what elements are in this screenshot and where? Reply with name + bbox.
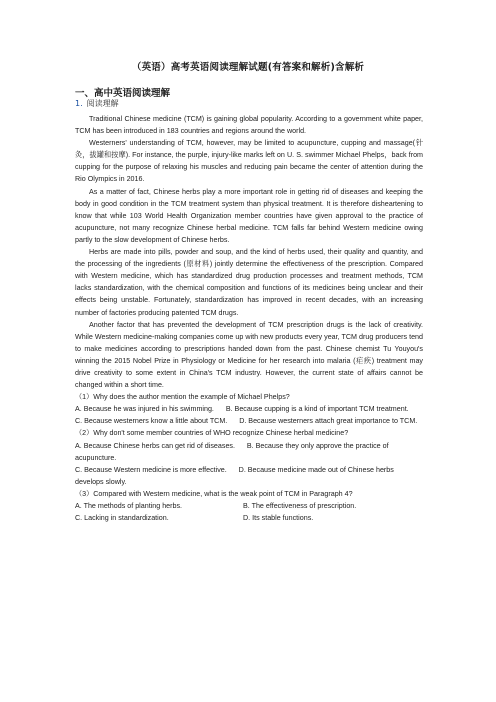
option-c: C. Because westerners know a little about TCM. [75, 417, 228, 426]
option-c: C. Because Western medicine is more effective. [75, 465, 227, 474]
answer-option [75, 415, 423, 427]
section-heading: 一、高中英语阅读理解 [75, 88, 171, 99]
option-a: A. The methods of planting herbs. [75, 502, 183, 510]
passage-paragraph: As a matter of fact, Chinese herbs play a more important role in getting rid of diseases and keeping the body in good condition in the TCM treatment system than physical treatment. It is therefore disheartening to know that while 103 World Health Organization member countries have given approval to the practice of acupuncture, not many recognize Chinese herbal medicine. TCM falls far behind Western medicine owing partly to the slow development of Chinese herbs. [75, 187, 423, 244]
question-group-label [75, 98, 119, 109]
question-stem: （1）Why does the author mention the example of Michael Phelps? [75, 393, 290, 402]
answer-option [75, 403, 423, 415]
question-2 [75, 427, 423, 487]
document-title: （英语）高考英语阅读理解试题(有答案和解析)含解析 [131, 62, 365, 73]
option-c: C. Lacking in standardization. [75, 514, 169, 523]
answer-option [75, 440, 423, 464]
option-a: A. Because he was injured in his swimming. [75, 405, 214, 414]
option-b: B. Because cupping is a kind of important TCM treatment. [225, 405, 409, 414]
answer-option [75, 464, 423, 488]
passage-paragraph: Herbs are made into pills, powder and soup, and the kind of herbs used, their quality and quantity, and the processing of the ingredients (原材料) jointly determine the effectiveness of the prescription. Compared with Western medicine, which has standardized drug production processes and treatment methods, TCM lacks standardization, with the chemical composition and functions of its medicines being unclear and their effects being unstable. Fortunately, standardization has improved in recent decades, with an increasing number of factories producing patented TCM drugs. [75, 248, 423, 317]
option-d: D. Because westerners attach great importance to TCM. [239, 417, 418, 426]
option-d: D. Because medicine made out of Chinese herbs develops slowly. [75, 465, 394, 486]
question-1 [75, 391, 423, 427]
passage-paragraph: Traditional Chinese medicine (TCM) is gaining global popularity. According to a government white paper, TCM has been introduced in 183 countries and regions around the world. [75, 115, 423, 136]
question-group-title: 阅读理解 [86, 99, 119, 108]
question-stem: （2）Why don't some member countries of WHO recognize Chinese herbal medicine? [75, 429, 349, 438]
option-a: A. Because Chinese herbs can get rid of diseases. [75, 441, 235, 450]
question-group-number: 1. [75, 99, 83, 108]
passage-paragraph: Westerners' understanding of TCM, however, may be limited to acupuncture, cupping and massage(针灸，拔罐和按摩). For instance, the purple, injury-like marks left on U. S. swimmer Michael Phelps，back from cupping for the purpose of relaxing his muscles and reducing pain became the center of attention during the Rio Olympics in 2016. [75, 139, 423, 184]
option-b: B. Because they only approve the practice of acupuncture. [75, 441, 389, 462]
answer-option-row [75, 500, 423, 512]
answer-option-row [75, 512, 423, 524]
option-b: B. The effectiveness of prescription. [243, 502, 357, 510]
reading-passage [75, 113, 423, 524]
question-stem: （3）Compared with Western medicine, what is the weak point of TCM in Paragraph 4? [75, 489, 353, 498]
question-3 [75, 488, 423, 524]
passage-paragraph: Another factor that has prevented the development of TCM prescription drugs is the lack of creativity. While Western medicine-making companies come up with new products every year, TCM drug producers tend to make medicines according to prescriptions handed down from the past. Chinese chemist Tu Youyou's winning the 2015 Nobel Prize in Physiology or Medicine for her research into malaria (疟疾) treatment may drive creativity to some extent in China's TCM industry. However, the current state of affairs cannot be changed within a short time. [75, 320, 423, 390]
option-d: D. Its stable functions. [243, 514, 314, 523]
